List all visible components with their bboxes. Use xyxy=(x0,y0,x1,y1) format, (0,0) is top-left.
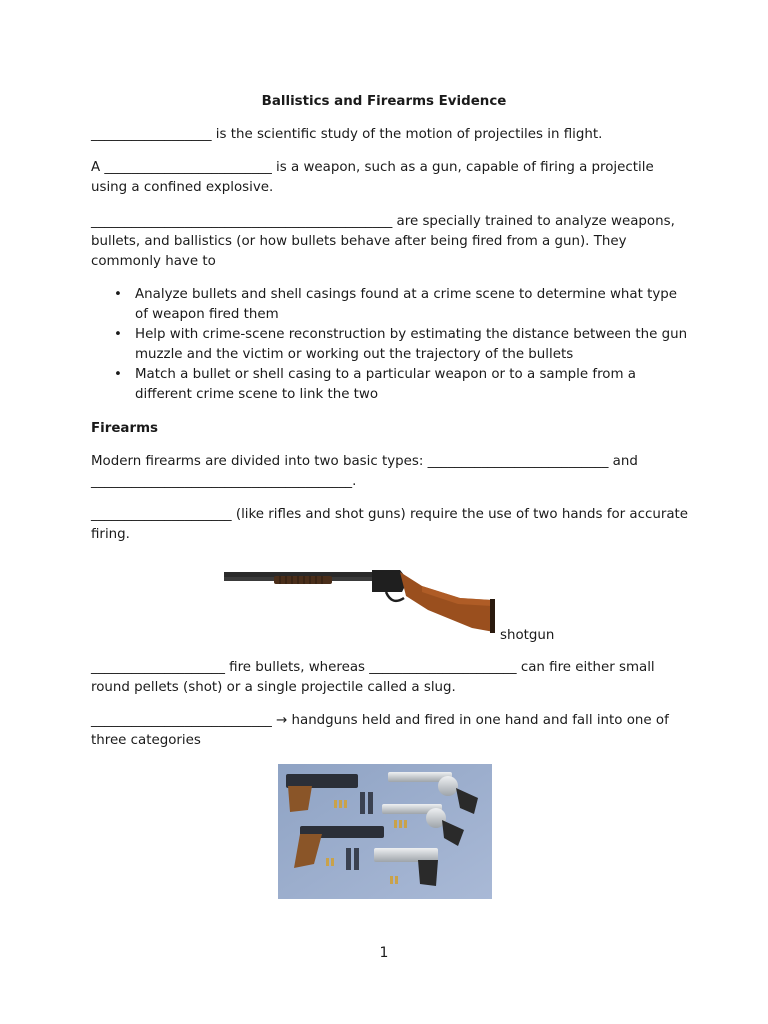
bullet-icon: • xyxy=(114,367,122,382)
paragraph-firearm-types: Modern firearms are divided into two basic types: ___________________________ and _______________________________________. xyxy=(91,454,638,489)
list-item-text: Analyze bullets and shell casings found at a crime scene to determine what type of weapon fired them xyxy=(135,287,678,322)
paragraph-ballistics: __________________ is the scientific study of the motion of projectiles in flight. xyxy=(91,127,603,142)
section-heading-firearms: Firearms xyxy=(91,421,158,436)
paragraph-long-guns: _____________________ (like rifles and shot guns) require the use of two hands for accurate firing. xyxy=(91,507,689,542)
page-title: Ballistics and Firearms Evidence xyxy=(261,94,507,109)
duties-list xyxy=(91,285,691,405)
handguns-photo-icon xyxy=(278,764,492,899)
shotgun-caption: shotgun xyxy=(500,628,555,643)
shotgun-photo-icon xyxy=(222,562,496,638)
paragraph-firearm: A _________________________ is a weapon, such as a gun, capable of firing a projectile using a confined explosive. xyxy=(91,160,654,195)
bullet-icon: • xyxy=(114,287,122,302)
page-number: 1 xyxy=(379,945,389,961)
paragraph-handguns: ___________________________ → handguns held and fired in one hand and fall into one of three categories xyxy=(91,713,669,748)
list-item-text: Match a bullet or shell casing to a particular weapon or to a sample from a different crime scene to link the two xyxy=(135,367,637,402)
bullet-icon: • xyxy=(114,327,122,342)
list-item xyxy=(91,285,691,325)
paragraph-rifles-shotguns: ____________________ fire bullets, whereas ______________________ can fire either small round pellets (shot) or a single projectile called a slug. xyxy=(91,660,655,695)
list-item-text: Help with crime-scene reconstruction by estimating the distance between the gun muzzle and the victim or working out the trajectory of the bullets xyxy=(135,327,688,362)
paragraph-examiners: _____________________________________________ are specially trained to analyze weapons, bullets, and ballistics (or how bullets behave after being fired from a gun). They commonly have to xyxy=(91,214,675,269)
list-item xyxy=(91,365,691,405)
list-item xyxy=(91,325,691,365)
